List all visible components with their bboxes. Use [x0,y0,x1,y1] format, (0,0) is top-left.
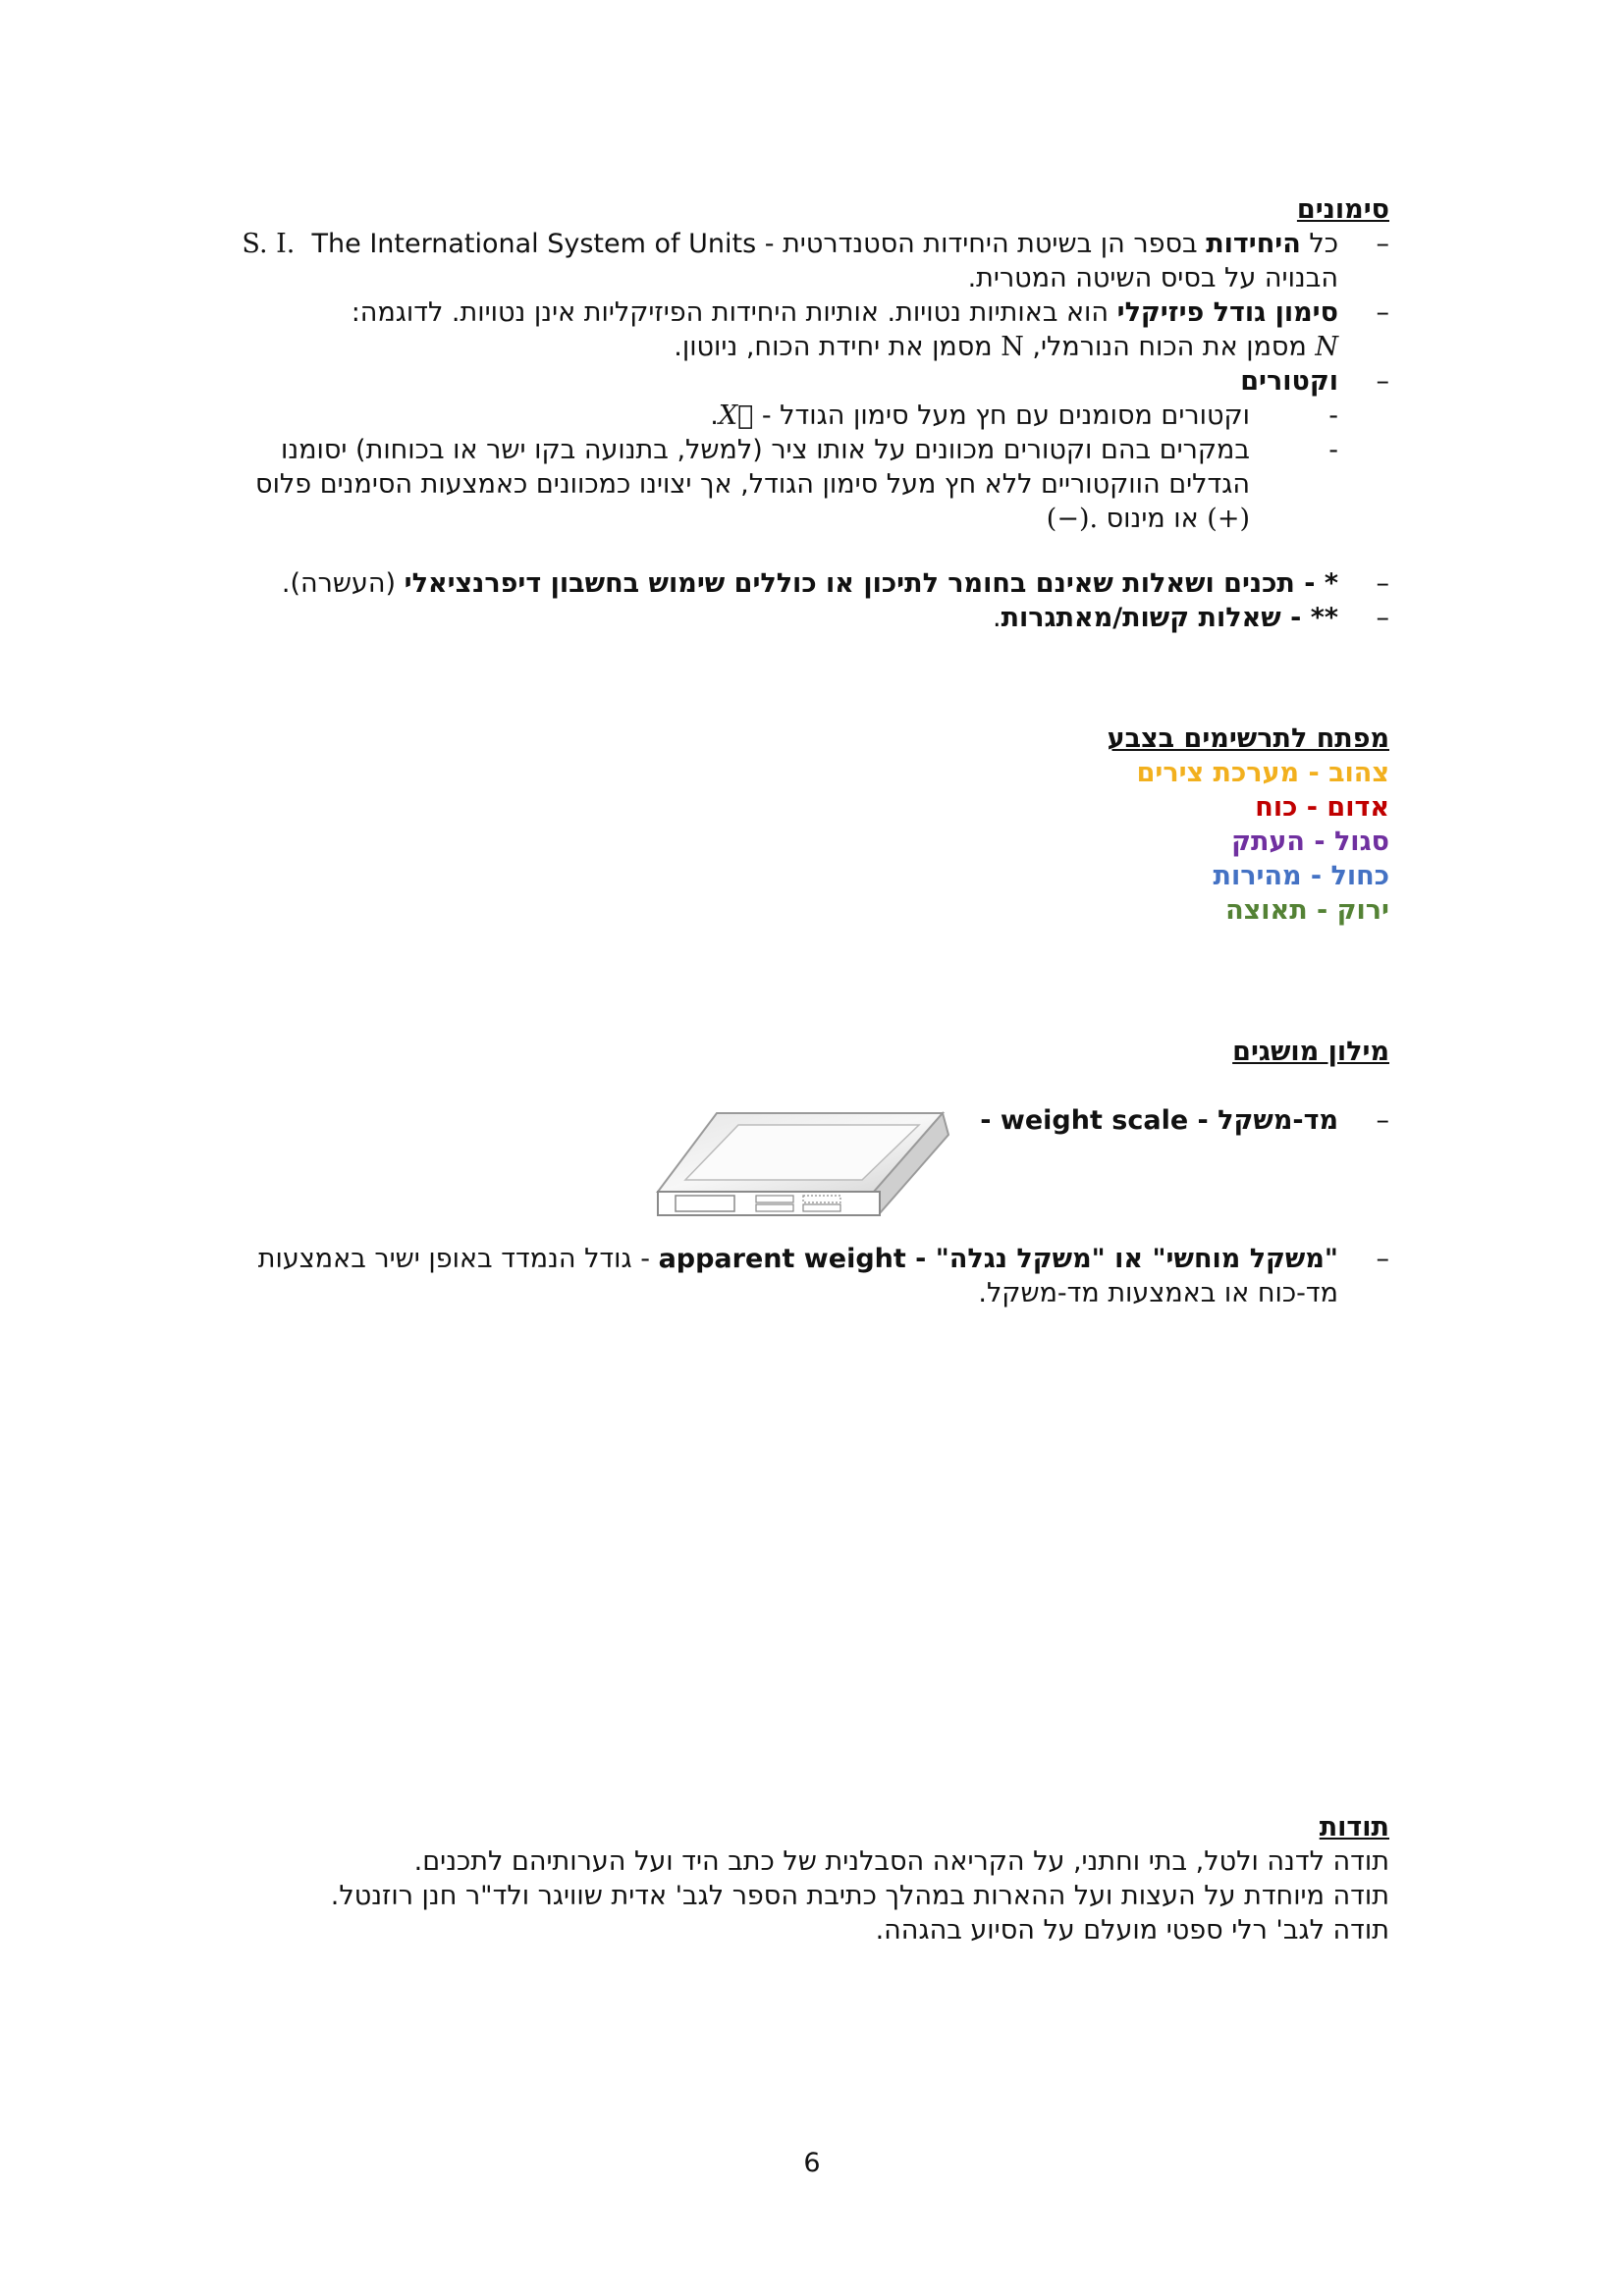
bullet-dash: – [1376,1244,1389,1274]
sub-dash: - [1328,435,1338,465]
symbol-line2a: מסמן את הכוח הנורמלי, [1023,332,1316,362]
bullet-dash: – [1376,297,1389,328]
units-line [242,227,1389,261]
vec1-line: - וקטורים מסומנים עם חץ מעל סימון הגודל - X⃗. [710,400,1338,431]
bullet-dash: – [1376,229,1389,259]
bullet-dash: – [1376,568,1389,599]
star2-rest: . [992,603,1001,633]
si-abbrev: S. I. [242,229,296,259]
color-key-green: ירוק - תאוצה [1225,895,1389,926]
vec2-plus: (+) [1207,504,1250,534]
term2-rest: - גודל הנמדד באופן ישיר באמצעות [257,1244,659,1274]
vectors-heading: וקטורים [1240,366,1338,397]
units-post: בספר הן בשיטת היחידות הסטנדרטית - [756,229,1207,259]
color-key-red: אדום - כוח [1255,792,1389,823]
color-key-purple: סגול - העתק [1231,827,1389,857]
bullet-dash: – [1376,366,1389,397]
units-bold: היחידות [1206,229,1301,259]
color-key-yellow: צהוב - מערכת צירים [1136,758,1389,788]
vec2-line1: - במקרים בהם וקטורים מכוונים על אותו ציר (למשל, בתנועה בקו ישר או בכוחות) יסומנו [281,435,1338,465]
star1-rest: (העשרה). [281,568,405,599]
thanks-heading: תודות [1319,1812,1389,1842]
weight-scale-illustration [648,1105,952,1233]
symbol-rest: הוא באותיות נטויות. אותיות היחידות הפיזיקליות אינן נטויות. לדוגמה: [351,297,1117,328]
glossary-heading: מילון מושגים [1232,1037,1389,1067]
bullet-dash: – [1376,603,1389,633]
star2-marker: ** [1310,603,1338,633]
thanks-line3: תודה לגב' רלי ספטי מועלם על הסיוע בהגהה. [875,1915,1389,1946]
notation-heading: סימונים [1296,194,1389,225]
term2-bold: "משקל מוחשי" או "משקל נגלה" - apparent weight [658,1244,1338,1274]
thanks-line1: תודה לדנה ולטל, בתי וחתני, על הקריאה הסבלנית של כתב היד ועל הערותיהם לתכנים. [413,1846,1389,1877]
sub-dash: - [1328,400,1338,431]
bullet-dash: – [1376,1105,1389,1136]
glossary-term2 [245,1242,1389,1276]
star1-marker: * [1324,568,1338,599]
symbol-bold: סימון גודל פיזיקלי [1116,297,1338,328]
symbol-n-upright: N [1001,332,1024,362]
star2-bold: - שאלות קשות/מאתגרות [1001,603,1311,633]
star1-line [245,566,1389,601]
vec2-line2: הגדלים הווקטוריים ללא חץ מעל סימון הגודל, אך יצוינו כמכוונים כאמצעות הסימנים פלוס [255,469,1250,500]
units-line2: הבנויה על בסיס השיטה המטרית. [967,263,1338,294]
color-key-heading: מפתח לתרשימים בצבע [1107,723,1389,754]
star2-line [245,601,1389,635]
vectors-line [245,364,1389,399]
thanks-line2: תודה מיוחדת על העצות ועל ההארות במהלך כתיבת הספר לגב' אדית שוויגר ולד"ר חנן רוזנטל. [330,1881,1389,1911]
si-name: The International System of Units [311,229,757,259]
vec1-text: וקטורים מסומנים עם חץ מעל סימון הגודל - [753,400,1250,431]
vec2-minus: (−). [1046,504,1099,534]
term2-line2: מד-כוח או באמצעות מד-משקל. [978,1278,1338,1308]
page-number: 6 [803,2148,821,2178]
color-key-blue: כחול - מהירות [1213,861,1389,891]
units-pre: כל [1300,229,1338,259]
symbol-n-italic: N [1315,332,1338,362]
symbol-line2b: מסמן את יחידת הכוח, ניוטון. [674,332,1001,362]
term1-text: מד-משקל - weight scale - [980,1105,1338,1136]
vec2-or-minus: או מינוס [1098,504,1208,534]
page-content [242,192,1389,1948]
star1-bold: - תכנים ושאלות שאינם בחומר לתיכון או כוללים שימוש בחשבון דיפרנציאלי [404,568,1325,599]
symbol-line [245,295,1389,330]
vec1-symbol: X⃗ [718,400,754,431]
